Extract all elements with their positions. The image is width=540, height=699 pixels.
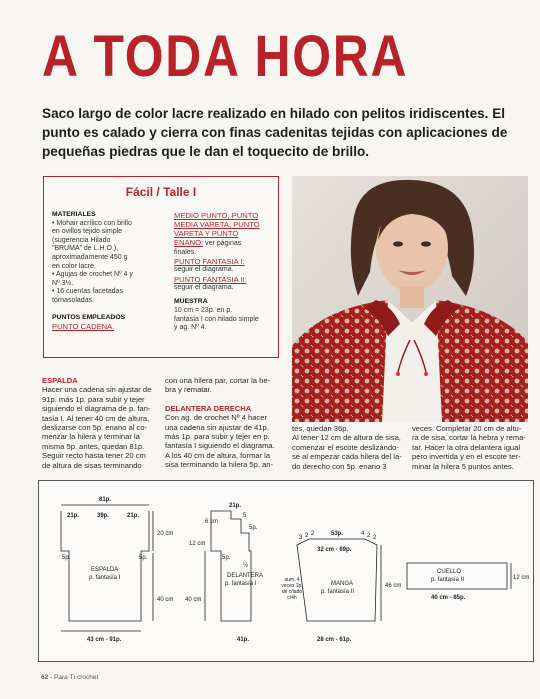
materiales-heading: MATERIALES (52, 211, 96, 218)
page-title: A TODA HORA (42, 24, 409, 89)
manga-increase-note: aum. 4 veces 1p. de c/lado c/4h (281, 577, 303, 601)
espalda-outline (61, 511, 149, 621)
espalda-shoulder-left: 21p. (67, 513, 80, 519)
espalda-stitch: p. fantasía I (89, 575, 121, 581)
materials-line: en ovillos tejido simple (52, 228, 123, 236)
text-column-1 (42, 376, 160, 470)
text-line: Seguir recto hasta tener 20 cm (42, 451, 146, 461)
espalda-top-label: 81p. (99, 497, 112, 503)
materials-line: en color lacre. (52, 262, 96, 270)
difficulty-size-title: Fácil / Talle I (125, 185, 197, 199)
cuello-name: CUELLO (437, 569, 462, 575)
espalda-bottom-label: 43 cm - 91p. (87, 637, 122, 643)
manga-stitch: p. fantasía II (321, 589, 355, 595)
materials-line: (sugerencia Hilado (52, 236, 111, 244)
text-column-4 (412, 424, 528, 471)
text-column-2 (165, 376, 283, 470)
manga-left-a: 3 (299, 535, 303, 541)
manga-left-c: 2 (311, 531, 315, 537)
delantera-body-height: 40 cm (185, 597, 202, 603)
stitch-note-finales: finales. (174, 248, 197, 256)
text-line: A los 40 cm de altura, formar la (165, 450, 271, 460)
text-line: deslizarse con 5p. enano al co- (42, 423, 148, 433)
manga-bottom-label: 28 cm - 61p. (317, 637, 352, 643)
delantera-name: DELANTERA (227, 573, 264, 579)
muestra-line: fantasía I con hilado simple (174, 315, 259, 323)
delantera-heading: DELANTERA DERECHA (165, 403, 252, 413)
muestra-heading: MUESTRA (174, 298, 208, 306)
text-line: 91p. más 1p. para subir y tejer (42, 394, 145, 404)
text-line: misma 5p. antes, quedan 81p. (42, 441, 145, 451)
text-line: veces. Completar 20 cm de altu- (412, 424, 522, 433)
manga-right-a: 4 (361, 531, 365, 537)
delantera-half: ½ (243, 563, 249, 569)
delantera-bottom-label: 41p. (237, 637, 250, 643)
delantera-decrease: 5p. (222, 555, 231, 561)
delantera-top-label: 21p. (229, 503, 242, 509)
manga-right-b: 2 (367, 533, 371, 539)
manga-height: 46 cm (385, 583, 402, 589)
text-line: comenzar el escote deslizándo- (292, 442, 399, 452)
text-line: más 1p. para subir y tejer en p. (165, 432, 270, 442)
materials-line: tornasoladas. (52, 296, 95, 304)
materials-line: • Mohair acrílico con brillo (52, 219, 132, 227)
espalda-name: ESPALDA (91, 567, 119, 573)
espalda-armhole-height: 20 cm (157, 531, 174, 537)
text-line: con una hilera par, cortar la he- (165, 376, 271, 385)
delantera-stitch: p. fantasía I (225, 581, 257, 587)
espalda-neck: 39p. (97, 513, 110, 519)
cuello-height: 12 cm (513, 575, 530, 581)
delantera-notch-1: 5 (243, 513, 247, 519)
materials-column (52, 211, 156, 331)
text-line: de altura de sisas terminando (42, 460, 142, 470)
cuello-bottom-label: 40 cm - 85p. (431, 595, 466, 601)
manga-top-label: 53p. (331, 531, 344, 537)
text-line: fantasía I siguiendo el diagrama. (165, 441, 275, 451)
espalda-right-decrease: 5p. (139, 555, 148, 561)
espalda-heading: ESPALDA (42, 376, 78, 385)
text-line: tasía I. Al tener 40 cm de altura, (42, 413, 150, 423)
fantasia-1-text: seguir el diagrama. (174, 266, 234, 274)
text-line: una cadena sin ajustar de 41p. (165, 422, 269, 432)
manga-right-c: 2 (373, 535, 377, 541)
text-line: sisa terminando la hilera 5p. an- (165, 460, 274, 470)
delantera-notch-2: 5p. (249, 525, 258, 531)
cuello-stitch: p. fantasía II (431, 577, 465, 583)
eye-left (393, 241, 403, 246)
manga-width-label: 32 cm - 69p. (317, 547, 352, 553)
cuello-outline (407, 563, 507, 589)
espalda-left-decrease: 5p. (62, 555, 71, 561)
materials-box (43, 176, 279, 358)
eye-right (421, 241, 431, 246)
delantera-armhole-height: 12 cm (189, 541, 206, 547)
manga-increase-note-wrap (279, 577, 305, 619)
text-line: tar. Hacer la otra delantera igual (412, 442, 521, 452)
muestra-line: y ag. Nº 4. (174, 324, 207, 332)
puntos-heading: PUNTOS EMPLEADOS (52, 313, 126, 321)
text-line: do derecho con 5p. enano 3 (292, 461, 387, 471)
fantasia-2-text: seguir el diagrama. (174, 283, 234, 291)
text-line: Al tener 12 cm de altura de sisa, (292, 433, 401, 443)
stitch-line: VARETA Y PUNTO (174, 229, 239, 238)
page-number: 62 (41, 674, 49, 681)
materials-line: Nº 3½. (52, 279, 74, 287)
model-illustration (292, 176, 528, 422)
text-line: menzar la hilera y terminar la (42, 432, 140, 442)
espalda-shoulder-right: 21p. (127, 513, 140, 519)
publication-name: - Para Tí crochet (48, 674, 99, 681)
stitch-line: MEDIO PUNTO, PUNTO (174, 211, 259, 220)
text-line: siguiendo el diagrama de p. fan- (42, 404, 151, 414)
materials-line: aproximadamente 450 g (52, 253, 128, 261)
materials-line: • 16 cuentas facetadas (52, 288, 123, 296)
muestra-line: 10 cm = 23p. en p. (174, 306, 233, 314)
lead-paragraph: Saco largo de color lacre realizado en hilado con pelitos iridiscentes. El punto es calado y cierra con finas cadenitas tejidas con aplicaciones de pequeñas piedras que le dan el toquecito de brillo. (42, 106, 508, 159)
materials-line: “BRUMA” de L.H.O.), (52, 245, 119, 253)
punto-cadena: PUNTO CADENA. (52, 322, 115, 332)
text-line: pero invertida y en el escote ter- (412, 452, 521, 462)
fantasia-2-label: PUNTO FANTASIA II: (174, 274, 247, 284)
text-line: ra de sisa, cortar la hebra y rema- (412, 433, 526, 443)
text-line: bra y rematar. (165, 385, 212, 395)
text-line: Hacer una cadena sin ajustar de (42, 385, 152, 395)
manga-left-b: 2 (305, 533, 309, 539)
fantasia-1-label: PUNTO FANTASIA I: (174, 257, 245, 267)
materials-line: • Agujas de crochet Nº 4 y (52, 271, 133, 279)
delantera-neck-height: 6 cm (205, 519, 219, 525)
text-line: se al empezar cada hilera del la- (292, 452, 402, 462)
manga-name: MANGA (331, 581, 354, 587)
pattern-diagrams (38, 480, 534, 662)
text-line: tes, quedan 36p. (292, 424, 349, 433)
stitch-note: ver páginas (203, 240, 242, 247)
model-photo (292, 176, 528, 422)
text-line: minar la hilera 5 puntos antes. (412, 461, 514, 471)
espalda-body-height: 40 cm (157, 597, 174, 603)
stitches-column (174, 211, 274, 333)
text-line: Con ag. de crochet Nº 4 hacer (165, 413, 267, 423)
text-column-3 (292, 424, 406, 471)
stitch-line: MEDIA VARETA, PUNTO (174, 220, 260, 229)
stitch-line: ENANO: (174, 238, 204, 247)
page-footer (41, 674, 98, 681)
